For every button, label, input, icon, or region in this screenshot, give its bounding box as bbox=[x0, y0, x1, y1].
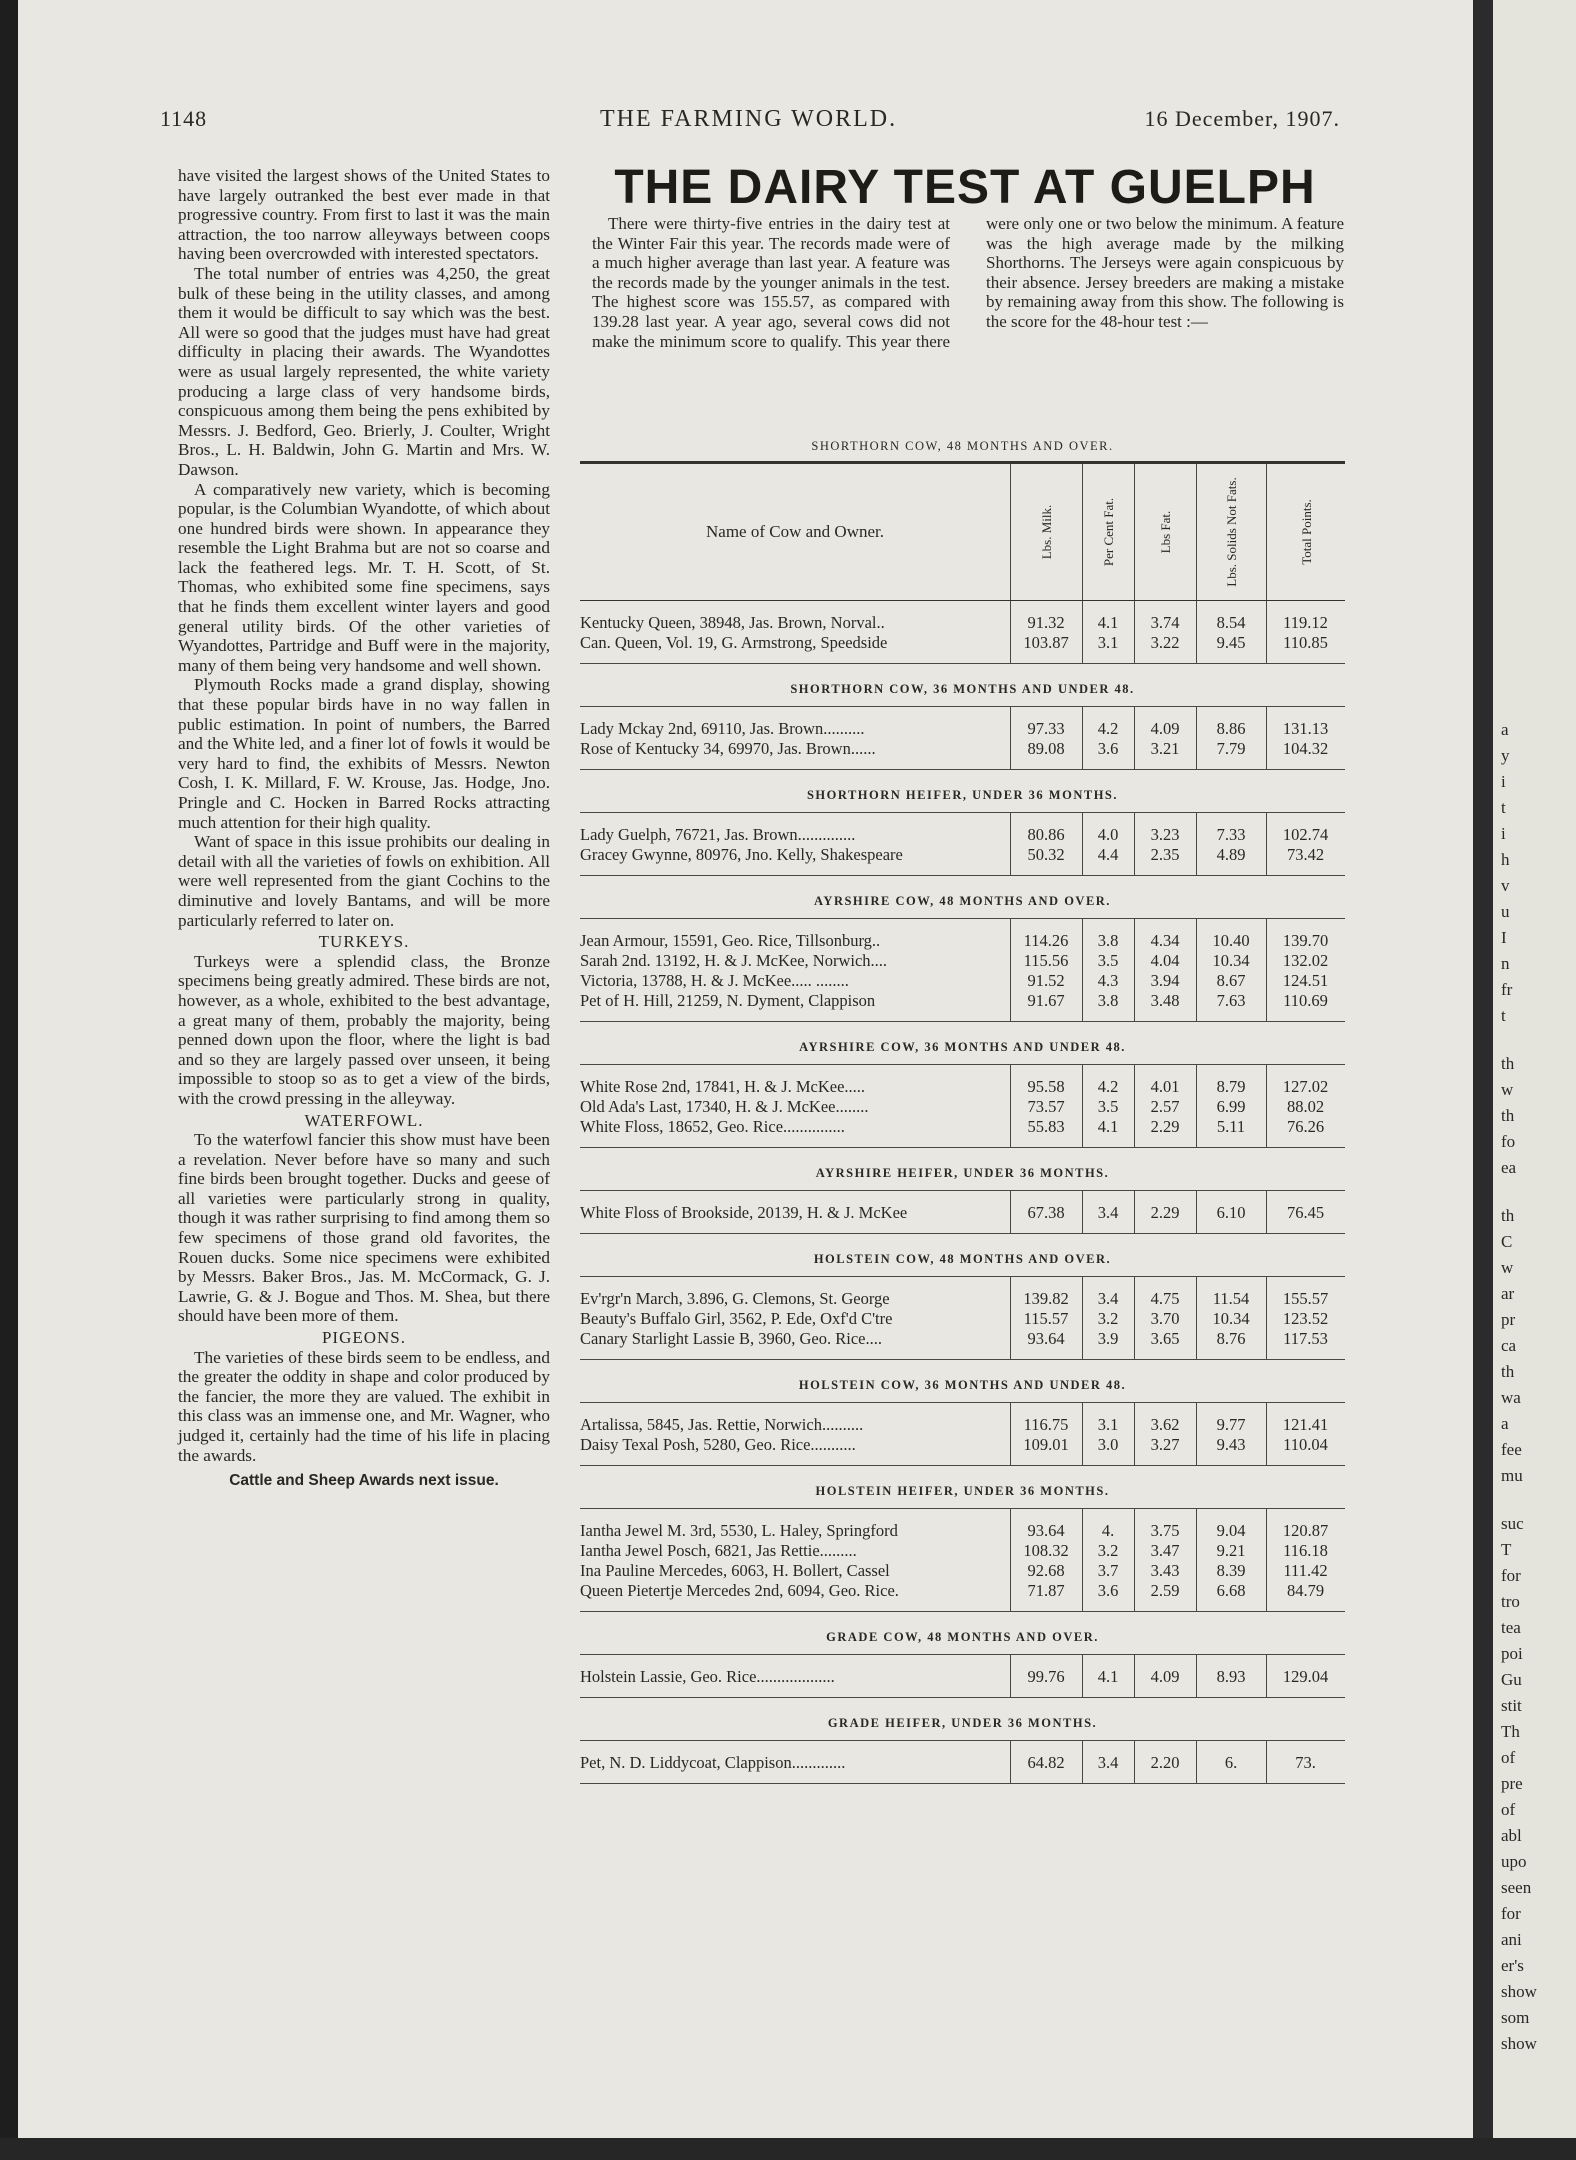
cow-and-owner: Ev'rgr'n March, 3.896, G. Clemons, St. George bbox=[580, 1289, 890, 1308]
cow-and-owner: Beauty's Buffalo Girl, 3562, P. Ede, Oxf'd C'tre bbox=[580, 1309, 893, 1328]
subheading-pigeons: PIGEONS. bbox=[321, 1328, 407, 1348]
adjacent-page-text-fragment: i bbox=[1501, 824, 1506, 843]
cell-fat: 3.65 bbox=[1150, 1329, 1180, 1348]
adjacent-page-text-fragment: th bbox=[1501, 1106, 1515, 1125]
article-headline: THE DAIRY TEST AT GUELPH bbox=[614, 161, 1316, 214]
paragraph: Plymouth Rocks made a grand display, showing that these popular birds have in no way fallen in public estimation. In point of numbers, the Barred and the White led, and a finer lot of fowls it would be very hard to find, the exhibits of Messrs. Newton Cosh, I. K. Millard, F. W. Krouse, Jas. Hodge, Jno. Pringle and C. Hocken in Barred Rocks attracting much attention for their high quality. bbox=[178, 675, 550, 832]
section-title: HOLSTEIN COW, 36 MONTHS AND UNDER 48. bbox=[798, 1378, 1127, 1392]
cell-milk: 50.32 bbox=[1027, 845, 1065, 864]
section-title: GRADE COW, 48 MONTHS AND OVER. bbox=[826, 1630, 1099, 1644]
table-row bbox=[580, 739, 1345, 759]
adjacent-page-text-fragment: fr bbox=[1501, 980, 1513, 999]
cell-fat: 2.59 bbox=[1150, 1581, 1180, 1600]
cell-milk: 115.56 bbox=[1023, 951, 1069, 970]
table-group bbox=[580, 1402, 1345, 1466]
adjacent-page-text-fragment: fo bbox=[1501, 1132, 1516, 1151]
cell-fat: 3.62 bbox=[1150, 1415, 1180, 1434]
table-row bbox=[580, 613, 1345, 633]
cow-and-owner: White Floss of Brookside, 20139, H. & J. McKee bbox=[580, 1203, 908, 1222]
cell-milk: 114.26 bbox=[1023, 931, 1069, 950]
cell-fat: 4.01 bbox=[1150, 1077, 1180, 1096]
cell-solids: 6.10 bbox=[1216, 1203, 1246, 1222]
column-header-points bbox=[1266, 464, 1346, 600]
cell-solids: 6.99 bbox=[1216, 1097, 1246, 1116]
section-title: SHORTHORN HEIFER, UNDER 36 MONTHS. bbox=[806, 788, 1118, 802]
cell-milk: 139.82 bbox=[1023, 1289, 1069, 1308]
cell-pct: 3.1 bbox=[1097, 633, 1119, 652]
book-gutter bbox=[1473, 0, 1493, 2160]
cell-points: 129.04 bbox=[1282, 1667, 1329, 1686]
adjacent-page-text-fragment: abl bbox=[1501, 1826, 1522, 1845]
table-group bbox=[580, 1654, 1345, 1698]
cell-pct: 3.2 bbox=[1097, 1541, 1119, 1560]
adjacent-page-text-fragment: a bbox=[1501, 1414, 1509, 1433]
cell-points: 123.52 bbox=[1282, 1309, 1329, 1328]
cell-points: 117.53 bbox=[1283, 1329, 1328, 1348]
table-row bbox=[580, 845, 1345, 865]
table-row bbox=[580, 633, 1345, 653]
table-row bbox=[580, 1289, 1345, 1309]
table-row bbox=[580, 1309, 1345, 1329]
scan-edge-left bbox=[0, 0, 18, 2160]
cell-fat: 3.27 bbox=[1150, 1435, 1180, 1454]
cell-milk: 64.82 bbox=[1027, 1753, 1065, 1772]
adjacent-page-text-fragment: of bbox=[1501, 1748, 1516, 1767]
section-title: HOLSTEIN COW, 48 MONTHS AND OVER. bbox=[813, 1252, 1112, 1266]
cell-solids: 8.86 bbox=[1216, 719, 1246, 738]
cell-milk: 115.57 bbox=[1023, 1309, 1069, 1328]
running-head bbox=[160, 106, 1340, 146]
cell-points: 124.51 bbox=[1282, 971, 1329, 990]
cow-and-owner: Sarah 2nd. 13192, H. & J. McKee, Norwich.... bbox=[580, 951, 888, 970]
cell-points: 104.32 bbox=[1282, 739, 1329, 758]
cell-fat: 3.47 bbox=[1150, 1541, 1180, 1560]
cell-solids: 10.34 bbox=[1212, 951, 1250, 970]
cell-points: 76.45 bbox=[1286, 1203, 1325, 1222]
cell-milk: 67.38 bbox=[1027, 1203, 1065, 1222]
cell-milk: 89.08 bbox=[1027, 739, 1065, 758]
adjacent-page-text-fragment: fee bbox=[1501, 1440, 1522, 1459]
adjacent-page-text-fragment: show bbox=[1501, 1982, 1537, 2001]
cow-and-owner: Lady Guelph, 76721, Jas. Brown.............. bbox=[580, 825, 856, 844]
cow-and-owner: Daisy Texal Posh, 5280, Geo. Rice........... bbox=[580, 1435, 856, 1454]
cell-solids: 7.79 bbox=[1216, 739, 1246, 758]
cell-milk: 109.01 bbox=[1023, 1435, 1069, 1454]
table-row bbox=[580, 825, 1345, 845]
cell-fat: 3.23 bbox=[1150, 825, 1180, 844]
cell-points: 102.74 bbox=[1282, 825, 1329, 844]
cell-pct: 3.6 bbox=[1097, 739, 1119, 758]
cell-pct: 4.2 bbox=[1097, 719, 1119, 738]
cell-points: 73.42 bbox=[1286, 845, 1325, 864]
adjacent-page-text-fragment: ani bbox=[1501, 1930, 1522, 1949]
cell-solids: 10.34 bbox=[1212, 1309, 1250, 1328]
cell-fat: 2.29 bbox=[1150, 1117, 1180, 1136]
publication-title: THE FARMING WORLD. bbox=[600, 106, 898, 132]
cell-points: 127.02 bbox=[1282, 1077, 1329, 1096]
subheading-turkeys: TURKEYS. bbox=[318, 932, 410, 952]
cell-milk: 116.75 bbox=[1023, 1415, 1069, 1434]
cow-and-owner: Kentucky Queen, 38948, Jas. Brown, Norval.. bbox=[580, 613, 885, 632]
adjacent-page-text-fragment: w bbox=[1501, 1080, 1514, 1099]
cell-solids: 7.33 bbox=[1216, 825, 1246, 844]
cell-milk: 92.68 bbox=[1027, 1561, 1065, 1580]
cell-points: 73. bbox=[1295, 1753, 1316, 1772]
cell-points: 116.18 bbox=[1283, 1541, 1328, 1560]
cell-pct: 3.2 bbox=[1097, 1309, 1119, 1328]
cell-fat: 3.48 bbox=[1150, 991, 1180, 1010]
cell-milk: 93.64 bbox=[1027, 1329, 1065, 1348]
cell-pct: 3.8 bbox=[1097, 991, 1119, 1010]
adjacent-page-text-fragment: stit bbox=[1501, 1696, 1522, 1715]
paragraph: To the waterfowl fancier this show must have been a revelation. Never before have so many and such fine birds been brought together. Ducks and geese of all varieties were particularly strong in quality, though it was rather surprising to find among them so few specimens of those grand old favorites, the Rouen ducks. Some nice specimens were exhibited by Messrs. Baker Bros., Jas. M. McCormack, G. J. Lawrie, G. & J. Bogue and Thos. M. Shea, but there should have been more of them. bbox=[178, 1130, 550, 1326]
table-group bbox=[580, 1276, 1345, 1360]
cell-solids: 8.76 bbox=[1216, 1329, 1246, 1348]
cell-points: 139.70 bbox=[1282, 931, 1329, 950]
cell-fat: 3.22 bbox=[1150, 633, 1180, 652]
paragraph: Turkeys were a splendid class, the Bronze specimens being greatly admired. These birds are not, however, as a whole, exhibited to the best advantage, a great many of them, probably the majority, being penned down upon the floor, where the light is bad and so they are largely passed over unseen, it being impossible to stoop so as to get a view of the birds, with the crowd pressing in the alleyway. bbox=[178, 951, 550, 1108]
cell-pct: 3.8 bbox=[1097, 931, 1119, 950]
cow-and-owner: Lady Mckay 2nd, 69110, Jas. Brown.......... bbox=[580, 719, 865, 738]
adjacent-page-text-fragment: th bbox=[1501, 1362, 1515, 1381]
table-row bbox=[580, 1521, 1345, 1541]
article-intro bbox=[592, 214, 1344, 351]
cell-solids: 9.43 bbox=[1216, 1435, 1246, 1454]
cell-pct: 3.4 bbox=[1097, 1753, 1119, 1772]
adjacent-page-text-fragment: u bbox=[1501, 902, 1510, 921]
cell-points: 131.13 bbox=[1282, 719, 1329, 738]
column-header-fat-pct bbox=[1082, 464, 1135, 600]
column-header-points-text: Total Points. bbox=[1298, 499, 1314, 565]
table-row bbox=[580, 1097, 1345, 1117]
cell-solids: 5.11 bbox=[1216, 1117, 1246, 1136]
cell-points: 119.12 bbox=[1283, 613, 1328, 632]
cell-pct: 4.1 bbox=[1097, 613, 1119, 632]
adjacent-page-text-fragment: th bbox=[1501, 1054, 1515, 1073]
cell-milk: 103.87 bbox=[1023, 633, 1069, 652]
adjacent-page-text-fragment: I bbox=[1501, 928, 1507, 947]
cell-milk: 73.57 bbox=[1027, 1097, 1065, 1116]
adjacent-page-text-fragment: suc bbox=[1501, 1514, 1524, 1533]
cell-points: 110.85 bbox=[1283, 633, 1328, 652]
adjacent-page-text-fragment: ca bbox=[1501, 1336, 1517, 1355]
cell-fat: 3.75 bbox=[1150, 1521, 1180, 1540]
cell-pct: 3.0 bbox=[1097, 1435, 1119, 1454]
cell-milk: 95.58 bbox=[1027, 1077, 1065, 1096]
cell-pct: 4.1 bbox=[1097, 1667, 1119, 1686]
cell-milk: 80.86 bbox=[1027, 825, 1065, 844]
scan-edge-bottom bbox=[0, 2138, 1576, 2160]
cell-milk: 55.83 bbox=[1027, 1117, 1065, 1136]
adjacent-page-text-fragment: th bbox=[1501, 1206, 1515, 1225]
cell-solids: 6. bbox=[1224, 1753, 1238, 1772]
adjacent-page-text-fragment: mu bbox=[1501, 1466, 1523, 1485]
adjacent-page-text-fragment: w bbox=[1501, 1258, 1514, 1277]
cell-fat: 3.43 bbox=[1150, 1561, 1180, 1580]
column-header-fat bbox=[1134, 464, 1197, 600]
adjacent-page-text-fragment: h bbox=[1501, 850, 1510, 869]
adjacent-page-edge bbox=[1493, 0, 1576, 2160]
paragraph: A comparatively new variety, which is becoming popular, is the Columbian Wyandotte, of which about one hundred birds were shown. In appearance they resemble the Light Brahma but are not so coarse and lack the feathered legs. Mr. T. H. Scott, of St. Thomas, who exhibited some fine specimens, says that he finds them excellent winter layers and good general utility birds. Of the other varieties of Wyandottes, Partridge and Buff were in the majority, many of them being very handsome and well shown. bbox=[178, 479, 550, 675]
cell-solids: 9.04 bbox=[1216, 1521, 1246, 1540]
cell-solids: 8.54 bbox=[1216, 613, 1246, 632]
table-body bbox=[580, 601, 1345, 1784]
adjacent-page-text-fragment: er's bbox=[1501, 1956, 1524, 1975]
cow-and-owner: Ina Pauline Mercedes, 6063, H. Bollert, Cassel bbox=[580, 1561, 890, 1580]
table-group bbox=[580, 918, 1345, 1022]
cell-solids: 6.68 bbox=[1216, 1581, 1246, 1600]
paragraph: have visited the largest shows of the United States to have largely outranked the best ever made in that progressive country. From first to last it was the main attraction, the too narrow alleyways between coops having been overcrowded with interested spectators. bbox=[178, 166, 550, 264]
cell-points: 121.41 bbox=[1282, 1415, 1329, 1434]
cow-and-owner: Queen Pietertje Mercedes 2nd, 6094, Geo. Rice. bbox=[580, 1581, 899, 1600]
column-header-milk bbox=[1010, 464, 1083, 600]
cell-fat: 4.75 bbox=[1150, 1289, 1180, 1308]
column-header-name: Name of Cow and Owner. bbox=[706, 522, 884, 541]
paragraph: The varieties of these birds seem to be endless, and the greater the oddity in shape and color produced by the fancier, the more they are valued. The exhibit in this class was an immense one, and Mr. Wagner, who judged it, certainly had the time of his life in placing the awards. bbox=[178, 1347, 550, 1465]
paragraph: The total number of entries was 4,250, the great bulk of these being in the utility classes, and among them it would be difficult to say which was the best. All were so good that the judges must have had great difficulty in placing their awards. The Wyandottes were as usual largely represented, the white variety producing a large class of very handsome birds, conspicuous among them being the pens exhibited by Messrs. J. Bedford, Geo. Brierly, J. Coulter, Wright Bros., L. H. Baldwin, John G. Martin and Mrs. W. Dawson. bbox=[178, 263, 550, 479]
adjacent-page-text-fragment: y bbox=[1501, 746, 1510, 765]
cell-pct: 4.0 bbox=[1097, 825, 1119, 844]
cell-fat: 4.09 bbox=[1150, 719, 1180, 738]
adjacent-page-text-fragment: for bbox=[1501, 1904, 1521, 1923]
cow-and-owner: Can. Queen, Vol. 19, G. Armstrong, Speedside bbox=[580, 633, 888, 652]
cell-solids: 8.93 bbox=[1216, 1667, 1246, 1686]
cell-points: 132.02 bbox=[1282, 951, 1329, 970]
cow-and-owner: Rose of Kentucky 34, 69970, Jas. Brown...... bbox=[580, 739, 876, 758]
table-row bbox=[580, 1581, 1345, 1601]
section-title: SHORTHORN COW, 48 MONTHS AND OVER. bbox=[811, 439, 1114, 453]
table-row bbox=[580, 1117, 1345, 1137]
cell-pct: 3.4 bbox=[1097, 1203, 1119, 1222]
dairy-test-table bbox=[580, 435, 1345, 1784]
cow-and-owner: Iantha Jewel Posch, 6821, Jas Rettie......... bbox=[580, 1541, 857, 1560]
closing-note: Cattle and Sheep Awards next issue. bbox=[229, 1472, 499, 1490]
table-header bbox=[580, 461, 1345, 601]
cell-pct: 3.5 bbox=[1097, 951, 1119, 970]
section-title: AYRSHIRE HEIFER, UNDER 36 MONTHS. bbox=[815, 1166, 1110, 1180]
left-column-article bbox=[178, 166, 550, 1491]
table-group bbox=[580, 1508, 1345, 1612]
cow-and-owner: Iantha Jewel M. 3rd, 5530, L. Haley, Springford bbox=[580, 1521, 898, 1540]
cell-fat: 2.35 bbox=[1150, 845, 1180, 864]
adjacent-page-text-fragment: T bbox=[1501, 1540, 1512, 1559]
table-row bbox=[580, 719, 1345, 739]
table-group bbox=[580, 1190, 1345, 1234]
section-title: HOLSTEIN HEIFER, UNDER 36 MONTHS. bbox=[815, 1484, 1110, 1498]
table-group bbox=[580, 1740, 1345, 1784]
table-row bbox=[580, 1541, 1345, 1561]
adjacent-page-text-fragment: show bbox=[1501, 2034, 1537, 2053]
cell-points: 84.79 bbox=[1286, 1581, 1325, 1600]
cow-and-owner: Jean Armour, 15591, Geo. Rice, Tillsonburg.. bbox=[580, 931, 881, 950]
cell-points: 155.57 bbox=[1282, 1289, 1329, 1308]
adjacent-page-text-fragment: tea bbox=[1501, 1618, 1521, 1637]
cell-pct: 3.4 bbox=[1097, 1289, 1119, 1308]
cow-and-owner: Holstein Lassie, Geo. Rice................... bbox=[580, 1667, 835, 1686]
cell-pct: 4.2 bbox=[1097, 1077, 1119, 1096]
cell-fat: 4.09 bbox=[1150, 1667, 1180, 1686]
adjacent-page-text-fragment: Gu bbox=[1501, 1670, 1522, 1689]
section-title: AYRSHIRE COW, 48 MONTHS AND OVER. bbox=[814, 894, 1111, 908]
cell-pct: 3.1 bbox=[1097, 1415, 1119, 1434]
adjacent-page-text-fragment: ar bbox=[1501, 1284, 1515, 1303]
cell-milk: 97.33 bbox=[1027, 719, 1065, 738]
cow-and-owner: Old Ada's Last, 17340, H. & J. McKee........ bbox=[580, 1097, 869, 1116]
table-group bbox=[580, 1064, 1345, 1148]
cow-and-owner: Gracey Gwynne, 80976, Jno. Kelly, Shakespeare bbox=[580, 845, 903, 864]
cell-pct: 3.9 bbox=[1097, 1329, 1119, 1348]
cow-and-owner: Victoria, 13788, H. & J. McKee..... ........ bbox=[580, 971, 849, 990]
cell-points: 76.26 bbox=[1286, 1117, 1325, 1136]
adjacent-page-text-fragment: wa bbox=[1501, 1388, 1521, 1407]
table-group bbox=[580, 706, 1345, 770]
table-row bbox=[580, 1435, 1345, 1455]
table-row bbox=[580, 1415, 1345, 1435]
cell-pct: 4. bbox=[1101, 1521, 1115, 1540]
table-row bbox=[580, 951, 1345, 971]
cell-fat: 4.34 bbox=[1150, 931, 1180, 950]
table-row bbox=[580, 1329, 1345, 1349]
table-row bbox=[580, 991, 1345, 1011]
table-row bbox=[580, 1753, 1345, 1773]
cell-points: 120.87 bbox=[1282, 1521, 1329, 1540]
cell-points: 88.02 bbox=[1286, 1097, 1325, 1116]
cell-solids: 7.63 bbox=[1216, 991, 1246, 1010]
cell-fat: 2.29 bbox=[1150, 1203, 1180, 1222]
cell-points: 111.42 bbox=[1283, 1561, 1328, 1580]
section-title: AYRSHIRE COW, 36 MONTHS AND UNDER 48. bbox=[799, 1040, 1126, 1054]
column-header-fat-text: Lbs Fat. bbox=[1158, 510, 1173, 554]
column-header-solids bbox=[1196, 464, 1267, 600]
cell-pct: 4.3 bbox=[1097, 971, 1119, 990]
table-group bbox=[580, 601, 1345, 664]
adjacent-page-text-fragment: poi bbox=[1501, 1644, 1523, 1663]
cell-points: 110.04 bbox=[1283, 1435, 1328, 1454]
cell-milk: 93.64 bbox=[1027, 1521, 1065, 1540]
intro-paragraph: There were thirty-five entries in the dairy test at the Winter Fair this year. The records made were of a much higher average than last year. A feature was the records made by the younger animals in the test. The highest score was 155.57, as compared with 139.28 last year. A year ago, several cows did not make the minimum score to qualify. This year there were only one or two below the minimum. A feature was the high average made by the milking Shorthorns. The Jerseys were again conspicuous by their absence. Jersey breeders are making a mistake by remaining away from this show. The following is the score for the 48-hour test :— bbox=[592, 214, 1344, 351]
section-title: SHORTHORN COW, 36 MONTHS AND UNDER 48. bbox=[790, 682, 1135, 696]
adjacent-page-text-fragment: of bbox=[1501, 1800, 1516, 1819]
adjacent-page-text-fragment: C bbox=[1501, 1232, 1513, 1251]
cow-and-owner: Artalissa, 5845, Jas. Rettie, Norwich.......... bbox=[580, 1415, 864, 1434]
adjacent-page-text-fragment: i bbox=[1501, 772, 1506, 791]
cell-milk: 91.67 bbox=[1027, 991, 1065, 1010]
adjacent-page-text-fragment: a bbox=[1501, 720, 1509, 739]
column-header-fat-pct-text: Per Cent Fat. bbox=[1101, 497, 1116, 567]
cell-fat: 2.20 bbox=[1150, 1753, 1180, 1772]
cell-pct: 4.4 bbox=[1097, 845, 1119, 864]
cow-and-owner: Pet, N. D. Liddycoat, Clappison............. bbox=[580, 1753, 846, 1772]
adjacent-page-text-fragment: pre bbox=[1501, 1774, 1523, 1793]
cell-fat: 3.21 bbox=[1150, 739, 1180, 758]
adjacent-page-text-fragment: pr bbox=[1501, 1310, 1516, 1329]
cell-solids: 8.67 bbox=[1216, 971, 1246, 990]
cell-solids: 9.77 bbox=[1216, 1415, 1246, 1434]
adjacent-page-text-fragment: upo bbox=[1501, 1852, 1527, 1871]
cow-and-owner: Canary Starlight Lassie B, 3960, Geo. Rice.... bbox=[580, 1329, 882, 1348]
adjacent-page-text-fragment: Th bbox=[1501, 1722, 1520, 1741]
adjacent-page-text-fragment: for bbox=[1501, 1566, 1521, 1585]
column-header-solids-text: Lbs. Solids Not Fats. bbox=[1224, 477, 1239, 587]
table-row bbox=[580, 931, 1345, 951]
cow-and-owner: White Floss, 18652, Geo. Rice............... bbox=[580, 1117, 845, 1136]
table-row bbox=[580, 1667, 1345, 1687]
cell-solids: 8.39 bbox=[1216, 1561, 1246, 1580]
adjacent-page-text-fragment: t bbox=[1501, 798, 1506, 817]
table-row bbox=[580, 1203, 1345, 1223]
cell-fat: 3.70 bbox=[1150, 1309, 1180, 1328]
table-group bbox=[580, 812, 1345, 876]
cell-solids: 8.79 bbox=[1216, 1077, 1246, 1096]
adjacent-page-text-fragment: n bbox=[1501, 954, 1510, 973]
cell-pct: 3.6 bbox=[1097, 1581, 1119, 1600]
paragraph: Want of space in this issue prohibits our dealing in detail with all the varieties of fowls on exhibition. All were well represented from the giant Cochins to the diminutive and lovely Bantams, and will be more particularly referred to later on. bbox=[178, 832, 550, 930]
subheading-waterfowl: WATERFOWL. bbox=[304, 1110, 424, 1130]
cow-and-owner: Pet of H. Hill, 21259, N. Dyment, Clappison bbox=[580, 991, 876, 1010]
cell-fat: 3.94 bbox=[1150, 971, 1180, 990]
cell-solids: 9.21 bbox=[1216, 1541, 1246, 1560]
cell-pct: 3.5 bbox=[1097, 1097, 1119, 1116]
cell-milk: 91.32 bbox=[1027, 613, 1065, 632]
table-row bbox=[580, 971, 1345, 991]
adjacent-page-text-fragment: tro bbox=[1501, 1592, 1520, 1611]
cell-fat: 2.57 bbox=[1150, 1097, 1180, 1116]
table-row bbox=[580, 1077, 1345, 1097]
issue-date: 16 December, 1907. bbox=[1144, 106, 1340, 131]
cell-fat: 4.04 bbox=[1150, 951, 1180, 970]
column-header-milk-text: Lbs. Milk. bbox=[1039, 504, 1054, 560]
cell-milk: 71.87 bbox=[1027, 1581, 1065, 1600]
cell-points: 110.69 bbox=[1283, 991, 1328, 1010]
cell-milk: 108.32 bbox=[1023, 1541, 1069, 1560]
cell-solids: 10.40 bbox=[1212, 931, 1250, 950]
table-row bbox=[580, 1561, 1345, 1581]
cow-and-owner: White Rose 2nd, 17841, H. & J. McKee..... bbox=[580, 1077, 866, 1096]
page-number: 1148 bbox=[160, 106, 208, 131]
section-title: GRADE HEIFER, UNDER 36 MONTHS. bbox=[827, 1716, 1098, 1730]
cell-milk: 91.52 bbox=[1027, 971, 1065, 990]
cell-solids: 11.54 bbox=[1212, 1289, 1250, 1308]
cell-milk: 99.76 bbox=[1027, 1667, 1065, 1686]
cell-fat: 3.74 bbox=[1150, 613, 1180, 632]
adjacent-page-text-fragment: ea bbox=[1501, 1158, 1517, 1177]
adjacent-page-text-fragment: som bbox=[1501, 2008, 1530, 2027]
adjacent-page-text-fragment: seen bbox=[1501, 1878, 1532, 1897]
cell-solids: 9.45 bbox=[1216, 633, 1246, 652]
cell-solids: 4.89 bbox=[1216, 845, 1246, 864]
cell-pct: 3.7 bbox=[1097, 1561, 1119, 1580]
adjacent-page-text-fragment: t bbox=[1501, 1006, 1506, 1025]
adjacent-page-text-fragment: v bbox=[1501, 876, 1510, 895]
cell-pct: 4.1 bbox=[1097, 1117, 1119, 1136]
